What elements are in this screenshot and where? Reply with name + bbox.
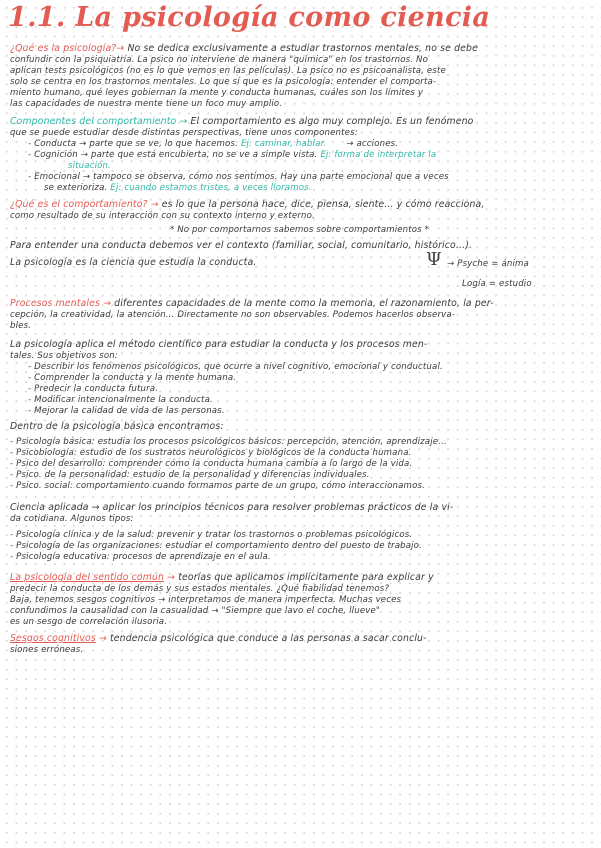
objetivo-item: - Describir los fenómenos psicológicos, que ocurre a nivel cognitivo, emocional y conductual. xyxy=(28,362,443,372)
logia-line: Logía = estudio xyxy=(462,279,532,289)
procesos-heading: Procesos mentales xyxy=(10,298,100,309)
componentes-line-1: Componentes del comportamiento → El comportamiento es algo muy complejo. Es un fenómeno xyxy=(10,116,474,127)
componentes-line-2: que se puede estudiar desde distintas perspectivas, tiene unos componentes: xyxy=(10,128,358,138)
aplicada-item: - Psicología de las organizaciones: estudiar el comportamiento dentro del puesto de trabajo. xyxy=(10,541,422,551)
page-title: 1.1. La psicología como ciencia xyxy=(8,2,491,33)
arrow-icon: → xyxy=(164,572,176,583)
aplicada-line-2: da cotidiana. Algunos tipos: xyxy=(10,514,134,524)
note-line: * No por comportarnos sabemos sobre comportamientos * xyxy=(169,225,430,235)
sesgos-heading: Sesgos cognitivos xyxy=(10,633,96,644)
basica-item: - Psicología básica: estudia los procesos psicológicos básicos: percepción, atención, aprendizaje... xyxy=(10,437,447,447)
que-es-line-4: solo se centra en los trastornos mentales. Lo que sí que es la psicología: entender el comporta- xyxy=(10,77,437,87)
arrow-icon: → xyxy=(176,116,188,127)
sentido-line-2: predecir la conducta de los demás y sus estados mentales. ¿Qué fiabilidad tenemos? xyxy=(10,584,390,594)
objetivo-item: - Comprender la conducta y la mente humana. xyxy=(28,373,237,383)
sentido-line-3: Baja, tenemos sesgos cognitivos → interpretamos de manera imperfecta. Muchas veces xyxy=(10,595,402,605)
aplicada-line-1: Ciencia aplicada → aplicar los principios técnicos para resolver problemas prácticos de la vi- xyxy=(10,502,454,513)
basica-item: - Psico. social: comportamiento cuando formamos parte de un grupo, cómo interaccionamos. xyxy=(10,481,425,491)
procesos-line-3: bles. xyxy=(10,321,32,331)
que-es-line-5: miento humano, qué leyes gobiernan la mente y conducta humanas, cuáles son los límites y xyxy=(10,88,424,98)
aplicada-item: - Psicología clínica y de la salud: prevenir y tratar los trastornos o problemas psicológicos. xyxy=(10,530,413,540)
psi-symbol: Ψ xyxy=(426,249,442,270)
que-comp-line-1: ¿Qué es el comportamiento? → es lo que la persona hace, dice, piensa, siente... y cómo reacciona, xyxy=(10,199,485,210)
cognicion-item: - Cognición → parte que está encubierta, no se ve a simple vista. Ej: forma de interpretar la xyxy=(28,150,437,160)
conducta-item: - Conducta → parte que se ve, lo que hacemos. Ej: caminar, hablar. → acciones. xyxy=(28,139,399,149)
contexto-line: Para entender una conducta debemos ver el contexto (familiar, social, comunitario, histórico...). xyxy=(10,240,473,251)
sentido-line-5: es un sesgo de correlación ilusoria. xyxy=(10,617,168,627)
emocional-item: - Emocional → tampoco se observa, cómo nos sentimos. Hay una parte emocional que a veces xyxy=(28,172,449,182)
notes-page xyxy=(4,0,597,848)
que-es-line-2: confundir con la psiquiatría. La psico no interviene de manera "química" en los trastornos. No xyxy=(10,55,429,65)
arrow-icon: → xyxy=(147,199,159,210)
que-es-heading: ¿Qué es la psicología? xyxy=(10,43,117,54)
sesgos-line-2: siones erróneas. xyxy=(10,645,84,655)
objetivo-item: - Modificar intencionalmente la conducta. xyxy=(28,395,213,405)
que-comp-heading: ¿Qué es el comportamiento? xyxy=(10,199,148,210)
objetivo-item: - Predecir la conducta futura. xyxy=(28,384,159,394)
procesos-line-1: Procesos mentales → diferentes capacidades de la mente como la memoria, el razonamiento, la per- xyxy=(10,298,494,309)
que-es-line-3: aplican tests psicológicos (no es lo que vemos en las películas). La psico no es psicoanalista, este xyxy=(10,66,446,76)
basica-item: - Psico del desarrollo: comprender cómo la conducta humana cambia a lo largo de la vida. xyxy=(10,459,413,469)
arrow-icon: → xyxy=(100,298,112,309)
que-es-line-1: ¿Qué es la psicología?→ No se dedica exclusivamente a estudiar trastornos mentales, no se debe xyxy=(10,43,478,54)
metodo-line-2: tales. Sus objetivos son: xyxy=(10,351,118,361)
procesos-line-2: cepción, la creatividad, la atención... Directamente no son observables. Podemos hacerlos observa- xyxy=(10,310,456,320)
arrow-icon: → xyxy=(95,633,107,644)
objetivo-item: - Mejorar la calidad de vida de las personas. xyxy=(28,406,225,416)
psyche-line: → Psyche = ánima xyxy=(447,259,529,269)
definicion-line: La psicología es la ciencia que estudia la conducta. xyxy=(10,257,257,268)
aplicada-item: - Psicología educativa: procesos de aprendizaje en el aula. xyxy=(10,552,271,562)
sesgos-line-1: Sesgos cognitivos → tendencia psicológica que conduce a las personas a sacar conclu- xyxy=(10,633,427,644)
sentido-line-1: La psicología del sentido común → teorías que aplicamos implícitamente para explicar y xyxy=(10,572,434,583)
cognicion-item-cont: situación. xyxy=(68,161,111,171)
basica-heading: Dentro de la psicología básica encontramos: xyxy=(10,421,224,432)
sentido-heading: La psicología del sentido común xyxy=(10,572,165,583)
componentes-heading: Componentes del comportamiento xyxy=(10,116,177,127)
arrow-icon: → xyxy=(116,43,125,54)
que-es-line-6: las capacidades de nuestra mente tiene un foco muy amplio. xyxy=(10,99,283,109)
metodo-line-1: La psicología aplica el método científico para estudiar la conducta y los procesos men- xyxy=(10,339,428,350)
que-comp-line-2: como resultado de su interacción con su contexto interno y externo. xyxy=(10,211,315,221)
emocional-item-cont: se exterioriza. Ej: cuando estamos tristes, a veces lloramos. xyxy=(44,183,312,193)
sentido-line-4: confundimos la causalidad con la casualidad → "Siempre que lavo el coche, llueve" xyxy=(10,606,381,616)
basica-item: - Psicobiología: estudio de los sustratos neurológicos y biológicos de la conducta humana. xyxy=(10,448,412,458)
basica-item: - Psico. de la personalidad: estudio de la personalidad y diferencias individuales. xyxy=(10,470,370,480)
